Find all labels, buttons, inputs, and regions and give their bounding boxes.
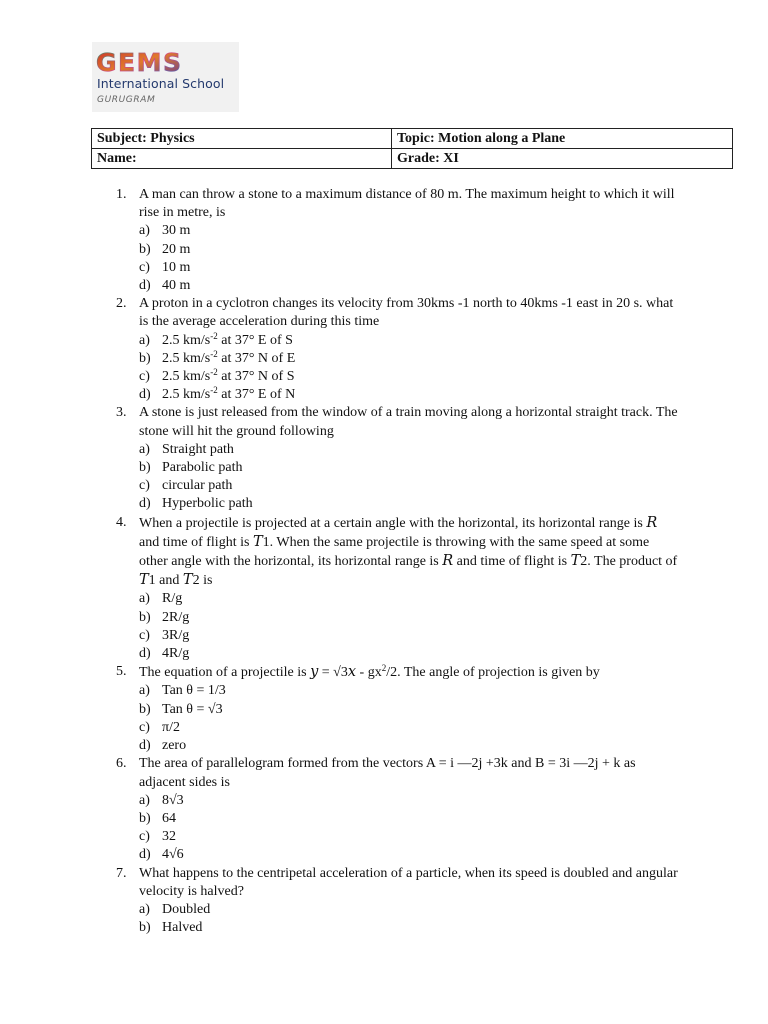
option-list [139, 332, 679, 405]
option-item [139, 590, 679, 608]
option-label: c) [139, 719, 150, 735]
option-label: d) [139, 496, 151, 512]
superscript: -2 [210, 348, 218, 359]
math-variable: T [570, 553, 581, 570]
text-segment: and time of flight is [139, 534, 253, 550]
option-item [139, 645, 679, 663]
option-item [139, 846, 679, 864]
option-text-suffix: at 37° N of S [217, 369, 295, 385]
option-item [139, 719, 679, 737]
option-item [139, 368, 679, 386]
option-item [139, 241, 679, 259]
option-list [139, 682, 679, 755]
option-text-suffix: at 37° E of S [217, 332, 293, 348]
math-variable: x [347, 664, 357, 681]
question-item [116, 404, 679, 513]
subject-cell: Subject: Physics [92, 129, 392, 149]
option-label: c) [139, 259, 150, 275]
option-text: 8√3 [162, 792, 184, 808]
grade-cell: Grade: XI [392, 149, 733, 169]
question-number: 4. [116, 514, 127, 530]
option-text: Hyperbolic path [162, 496, 253, 512]
option-text: Straight path [162, 441, 234, 457]
option-item [139, 441, 679, 459]
math-variable: R [646, 514, 658, 531]
option-text: Halved [162, 920, 203, 936]
option-label: b) [139, 920, 151, 936]
option-label: b) [139, 609, 151, 625]
option-label: d) [139, 847, 151, 863]
text-segment: 1. When the same projectile is throwing with the same speed at some other angle with the horizontal, its horizontal range is [139, 534, 650, 570]
question-item [116, 755, 679, 864]
option-label: a) [139, 223, 150, 239]
text-segment: When a projectile is projected at a certain angle with the horizontal, its horizontal range is [139, 515, 647, 531]
text-segment: 2. The product of [580, 554, 678, 570]
question-item [116, 865, 679, 938]
question-text: A proton in a cyclotron changes its velocity from 30kms -1 north to 40kms -1 east in 20 s. what is the average acceleration during this time [139, 296, 674, 330]
option-text: 2.5 km/s [162, 369, 211, 385]
option-label: b) [139, 701, 151, 717]
question-number: 3. [116, 405, 127, 421]
option-list [139, 901, 679, 937]
option-list [139, 222, 679, 295]
option-label: c) [139, 369, 150, 385]
option-text: 32 [162, 829, 176, 845]
option-text: 40 m [162, 278, 191, 294]
option-label: d) [139, 738, 151, 754]
option-list [139, 441, 679, 514]
option-text: 2.5 km/s [162, 387, 211, 403]
option-text: 10 m [162, 259, 191, 275]
option-item [139, 277, 679, 295]
option-text-suffix: at 37° N of E [217, 350, 296, 366]
option-item [139, 627, 679, 645]
question-list [116, 186, 679, 937]
option-label: b) [139, 810, 151, 826]
question-text [139, 516, 677, 589]
superscript: -2 [210, 385, 218, 396]
question-number: 2. [116, 296, 127, 312]
option-item [139, 459, 679, 477]
option-text: 2R/g [162, 609, 190, 625]
option-label: d) [139, 387, 151, 403]
option-text: 2.5 km/s [162, 332, 211, 348]
option-text: Doubled [162, 901, 211, 917]
option-label: c) [139, 478, 150, 494]
option-label: b) [139, 460, 151, 476]
superscript: -2 [210, 367, 218, 378]
option-text: 4R/g [162, 646, 190, 662]
option-text: zero [162, 738, 187, 754]
option-text: Tan θ = 1/3 [162, 683, 226, 699]
option-label: a) [139, 441, 150, 457]
question-item [116, 295, 679, 404]
text-segment: = √3 [318, 665, 348, 681]
option-item [139, 477, 679, 495]
option-text: Parabolic path [162, 460, 243, 476]
option-text: 20 m [162, 241, 191, 257]
topic-cell: Topic: Motion along a Plane [392, 129, 733, 149]
option-item [139, 332, 679, 350]
option-item [139, 828, 679, 846]
option-text: 2.5 km/s [162, 350, 211, 366]
option-text: Tan θ = √3 [162, 701, 223, 717]
logo-location: GURUGRAM [97, 95, 156, 105]
text-segment: /2. The angle of projection is given by [386, 665, 600, 681]
question-number: 5. [116, 664, 127, 680]
name-cell: Name: [92, 149, 392, 169]
text-segment: 1 and [148, 573, 183, 589]
option-item [139, 810, 679, 828]
question-text [139, 665, 600, 680]
option-item [139, 495, 679, 513]
superscript: 2 [381, 663, 387, 674]
option-label: c) [139, 627, 150, 643]
math-variable: T [252, 533, 263, 550]
option-list [139, 792, 679, 865]
math-variable: T [182, 572, 193, 589]
question-item [116, 663, 679, 755]
option-item [139, 259, 679, 277]
text-segment: - gx [356, 665, 382, 681]
question-number: 1. [116, 187, 127, 202]
option-item [139, 901, 679, 919]
option-text: R/g [162, 591, 183, 607]
option-text: 64 [162, 810, 176, 826]
option-item [139, 792, 679, 810]
option-text: circular path [162, 478, 233, 494]
option-label: c) [139, 829, 150, 845]
option-text: π/2 [162, 719, 180, 735]
option-item [139, 350, 679, 368]
logo-brand-mark: GEMS [96, 50, 183, 74]
option-label: b) [139, 241, 151, 257]
question-item [116, 514, 679, 664]
question-number: 7. [116, 865, 127, 881]
option-label: a) [139, 332, 150, 348]
math-variable: y [310, 664, 319, 681]
text-segment: 2 is [192, 573, 213, 589]
question-text: A stone is just released from the window of a train moving along a horizontal straight track. The stone will hit the ground following [139, 405, 678, 439]
option-text: 30 m [162, 223, 191, 239]
header-info-table [91, 128, 733, 169]
text-segment: The equation of a projectile is [139, 665, 311, 681]
math-variable: R [442, 553, 454, 570]
option-label: a) [139, 683, 150, 699]
option-item [139, 701, 679, 719]
superscript: -2 [210, 330, 218, 341]
option-text-suffix: at 37° E of N [217, 387, 296, 403]
option-label: a) [139, 591, 150, 607]
question-number: 6. [116, 756, 127, 772]
question-text: The area of parallelogram formed from the vectors A = i —2j +3k and B = 3i —2j + k as adjacent sides is [139, 756, 636, 790]
option-label: a) [139, 792, 150, 808]
school-logo [92, 42, 239, 112]
gems-logo-icon [96, 50, 206, 74]
option-item [139, 919, 679, 937]
option-label: d) [139, 278, 151, 294]
question-item [116, 186, 679, 295]
option-text: 4√6 [162, 847, 184, 863]
math-variable: T [139, 572, 149, 589]
option-label: a) [139, 901, 150, 917]
option-item [139, 386, 679, 404]
option-item [139, 737, 679, 755]
option-label: d) [139, 646, 151, 662]
option-item [139, 222, 679, 240]
option-label: b) [139, 350, 151, 366]
option-item [139, 609, 679, 627]
question-text: A man can throw a stone to a maximum distance of 80 m. The maximum height to which it will rise in metre, is [139, 187, 675, 221]
option-text: 3R/g [162, 627, 190, 643]
logo-school-name: International School [97, 76, 225, 91]
text-segment: and time of flight is [453, 554, 571, 570]
question-text: What happens to the centripetal acceleration of a particle, when its speed is doubled and angular velocity is halved? [139, 865, 678, 899]
option-list [139, 590, 679, 663]
option-item [139, 682, 679, 700]
